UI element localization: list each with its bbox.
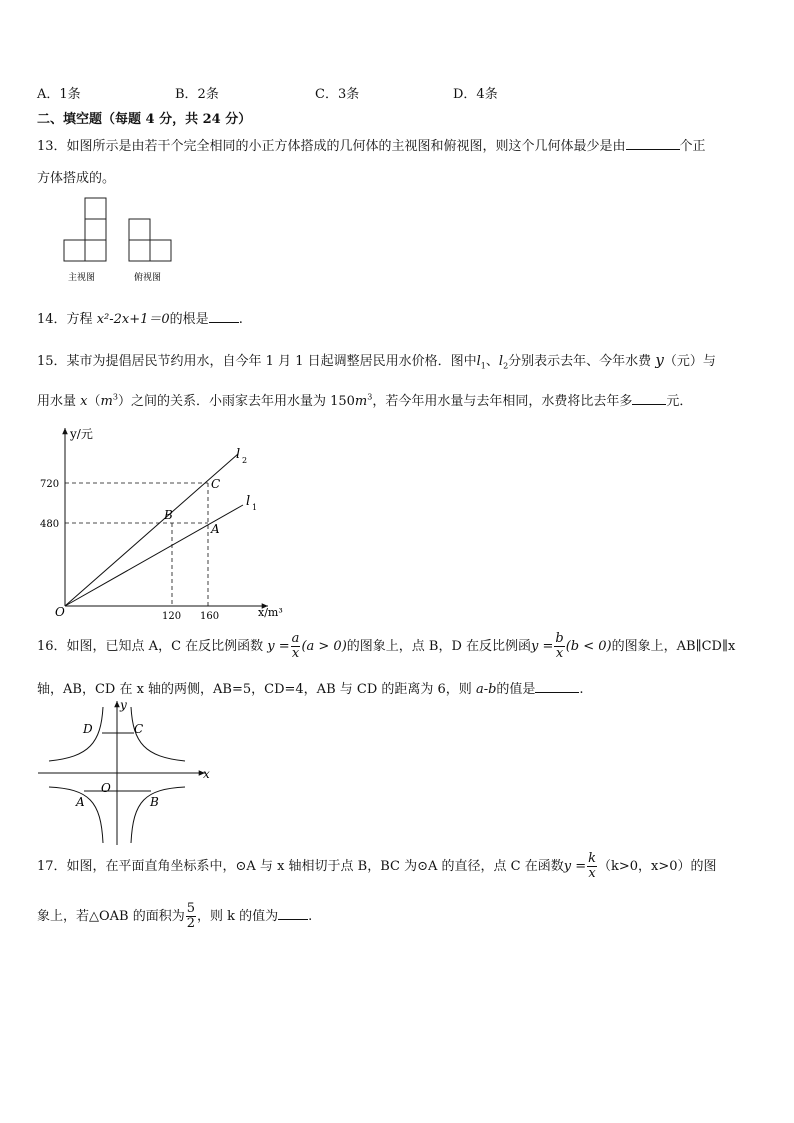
q16-func1-lhs: y = — [267, 639, 290, 654]
q16-func2-fraction: $\frac{b}{x}$ — [555, 631, 564, 661]
q15-l1-symbol: l — [476, 354, 481, 369]
point-c-label: C — [211, 477, 221, 491]
q16-func2-condition: (b < 0) — [565, 639, 612, 654]
top-view-label: 俯视图 — [134, 273, 162, 283]
tick-720: 720 — [40, 479, 60, 490]
q15-text-a: 15．某市为提倡居民节约用水，自今年 1 月 1 日起调整居民用水价格．图中 — [37, 354, 477, 369]
q13-views-figure — [60, 195, 180, 285]
l2-sub: 2 — [242, 456, 248, 465]
q16-text-e: 的值是 — [496, 682, 536, 697]
q15-line2: 用水量 $x(m^3)$之间的关系．小雨家去年用水量为 $150m^3$，若今年用水量与去年相同，水费将比去年多 元． — [37, 392, 693, 409]
q16-text-d: 轴，AB，CD 在 x 轴的两侧，AB=5，CD=4，AB 与 CD 的距离为 6，则 — [37, 682, 472, 697]
q16-point-d: D — [83, 722, 93, 736]
q15-unit-m2: m — [354, 394, 368, 409]
q13-text-b: 个正 — [679, 139, 706, 154]
q15-line1: 15．某市为提倡居民节约用水，自今年 1 月 1 日起调整居民用水价格．图中$l_1$、$l_2$分别表示去年、今年水费 y（元）与 — [37, 351, 716, 371]
l2-label: l — [236, 447, 241, 462]
q14-period: . — [238, 312, 243, 327]
q16-point-c: C — [134, 722, 144, 736]
curve-q2 — [49, 707, 103, 761]
q16-point-b: B — [150, 795, 159, 809]
point-a-label: A — [211, 522, 220, 536]
q16-expression: a-b — [475, 682, 497, 697]
q16-x-label: x — [203, 767, 210, 781]
q15-text-f: ，若今年用水量与去年相同，水费将比去年多 — [372, 394, 633, 409]
q15-text-d: 用水量 — [37, 394, 77, 409]
l1-label: l — [246, 494, 251, 509]
q13-line2: 方体搭成的。 — [37, 171, 116, 186]
q14-line — [37, 308, 243, 327]
q16-hyperbola-graph — [35, 695, 215, 850]
q15-text-g: 元． — [666, 394, 693, 409]
q17-area-fraction: $\frac{5}{2}$ — [186, 901, 196, 931]
q16-y-label: y — [120, 698, 127, 712]
q13-line1 — [37, 135, 706, 154]
option-a: A．1条 — [37, 87, 81, 102]
q16-text-b: 的图象上，点 B，D 在反比例函 — [346, 639, 532, 654]
q15-text-c: （元）与 — [663, 354, 716, 369]
q17-line2 — [37, 902, 312, 931]
q17-text-a: 17．如图，在平面直角坐标系中，⊙A 与 x 轴相切于点 B，BC 为⊙A 的直径，点 C 在函数 — [37, 859, 564, 874]
q13-text-a: 13．如图所示是由若干个完全相同的小正方体搭成的几何体的主视图和俯视图，则这个几何体最少是由 — [37, 139, 626, 154]
option-b: B．2条 — [175, 87, 219, 102]
tick-480: 480 — [40, 519, 60, 530]
q17-line1 — [37, 852, 717, 881]
q17-text-d: ，则 k 的值为 — [197, 909, 279, 924]
q14-text-a: 14．方程 — [37, 312, 93, 327]
front-view-grid — [64, 198, 171, 261]
q16-func1-fraction: $\frac{a}{x}$ — [291, 631, 300, 661]
q15-origin-label: O — [55, 605, 65, 619]
q15-y-symbol: y — [655, 351, 664, 369]
q16-text-c: 的图象上，AB∥CD∥x — [611, 639, 736, 654]
q15-text-b: 分别表示去年、今年水费 — [508, 354, 652, 369]
q17-func-lhs: y = — [563, 859, 587, 874]
line-l1 — [65, 505, 243, 606]
q17-func-fraction: $\frac{k}{x}$ — [588, 851, 597, 881]
q15-text-e: ）之间的关系．小雨家去年用水量为 150 — [117, 394, 355, 409]
option-c: C．3条 — [315, 87, 360, 102]
point-b-label: B — [164, 508, 173, 522]
q17-text-b: （k>0，x>0）的图 — [598, 859, 717, 874]
q15-unit-m: m — [100, 394, 113, 409]
q15-x-symbol: x — [80, 394, 88, 409]
q16-answer-blank[interactable] — [535, 691, 579, 693]
front-view-label: 主视图 — [68, 273, 96, 283]
q16-period: . — [579, 682, 584, 697]
q13-answer-blank[interactable] — [626, 148, 680, 150]
q16-func1-condition: (a > 0) — [301, 639, 347, 654]
q16-line1 — [37, 632, 735, 661]
q15-paren-open: （ — [87, 394, 101, 409]
q15-separator: 、 — [485, 354, 499, 369]
l1-sub: 1 — [252, 503, 258, 512]
q15-answer-blank[interactable] — [632, 403, 666, 405]
q17-period: . — [308, 909, 313, 924]
q15-water-fee-graph — [30, 420, 300, 625]
q14-text-b: 的根是 — [169, 312, 209, 327]
q14-answer-blank[interactable] — [209, 321, 239, 323]
option-d: D．4条 — [453, 87, 498, 102]
q16-origin-label: O — [101, 781, 111, 795]
tick-160: 160 — [200, 611, 220, 622]
q15-y-axis-label: y/元 — [70, 427, 93, 441]
tick-120: 120 — [162, 611, 182, 622]
q15-x-axis-label: x/m³ — [258, 606, 283, 619]
q17-answer-blank[interactable] — [278, 918, 308, 920]
q14-equation: x²-2x+1＝0 — [96, 312, 170, 327]
q16-point-a: A — [76, 795, 85, 809]
q17-text-c: 象上，若△OAB 的面积为 — [37, 909, 185, 924]
q16-text-a: 16．如图，已知点 A，C 在反比例函数 — [37, 639, 264, 654]
q15-l2-symbol: l — [498, 354, 504, 369]
section-title: 二、填空题（每题 4 分，共 24 分） — [37, 112, 252, 127]
q16-func2-lhs: y = — [531, 639, 554, 654]
